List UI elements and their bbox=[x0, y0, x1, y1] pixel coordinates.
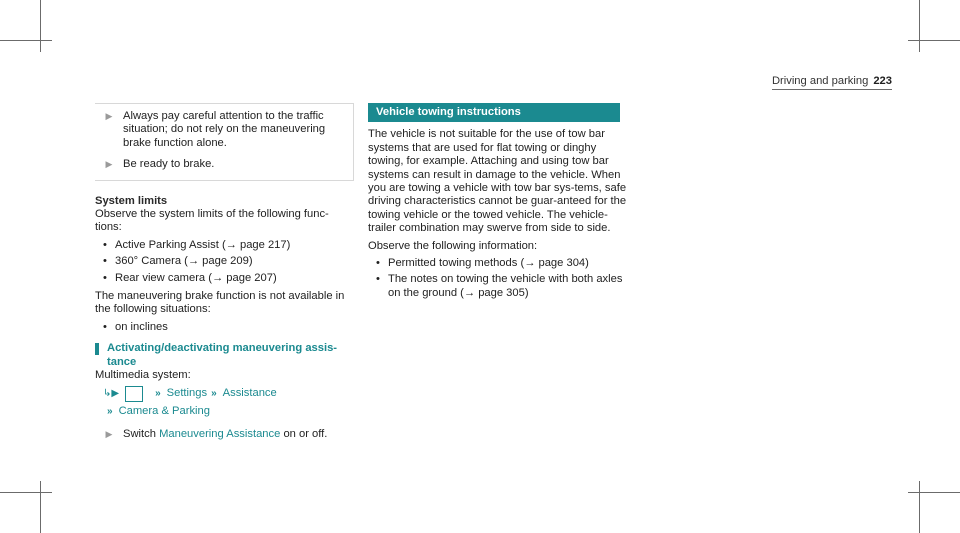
step-prefix: Switch bbox=[123, 427, 156, 440]
maneuvering-assistance-option[interactable]: Maneuvering Assistance bbox=[159, 427, 281, 440]
page-reference[interactable]: page 207) bbox=[226, 271, 277, 284]
system-limits-title: System limits bbox=[95, 194, 168, 207]
list-item bbox=[95, 255, 353, 268]
towing-section-title: Vehicle towing instructions bbox=[368, 103, 620, 122]
arrow-icon: → bbox=[524, 257, 536, 270]
section-name: Driving and parking bbox=[771, 75, 869, 87]
crop-mark bbox=[908, 492, 960, 493]
triangle-icon: ▶ bbox=[105, 428, 113, 439]
crop-mark bbox=[919, 0, 920, 52]
chevron-icon: » bbox=[155, 387, 161, 399]
bullet-icon: • bbox=[103, 255, 107, 268]
header-underline bbox=[772, 89, 892, 90]
instruction bbox=[95, 110, 345, 150]
item-text: Active Parking Assist ( bbox=[115, 238, 226, 251]
home-icon[interactable] bbox=[125, 386, 143, 402]
instruction bbox=[95, 158, 345, 171]
arrow-icon: → bbox=[187, 255, 200, 268]
arrow-icon: → bbox=[225, 238, 237, 251]
bullet-icon: • bbox=[103, 238, 107, 251]
situations-list bbox=[95, 321, 353, 334]
availability-note: The maneuvering brake function is not available in the following situations: bbox=[95, 290, 345, 316]
arrow-icon: → bbox=[211, 271, 224, 284]
list-item bbox=[368, 257, 630, 270]
left-column bbox=[95, 103, 353, 449]
arrow-icon: → bbox=[463, 286, 476, 299]
list-item bbox=[368, 273, 630, 300]
crop-mark bbox=[908, 40, 960, 41]
menu-path bbox=[95, 386, 353, 402]
triangle-icon: ▶ bbox=[105, 111, 113, 121]
towing-intro: Observe the following information: bbox=[368, 239, 538, 252]
bullet-icon: • bbox=[103, 271, 107, 284]
menu-path-continued bbox=[95, 405, 353, 418]
page-reference[interactable]: page 305) bbox=[478, 286, 529, 299]
menu-camera-parking[interactable]: Camera & Parking bbox=[118, 404, 210, 417]
page-number: 223 bbox=[873, 75, 892, 87]
instruction-text: Be ready to brake. bbox=[123, 158, 215, 171]
running-header bbox=[772, 75, 892, 88]
right-column bbox=[368, 103, 630, 305]
triangle-icon: ▶ bbox=[105, 159, 113, 170]
list-item bbox=[95, 272, 353, 285]
list-item bbox=[95, 321, 353, 334]
item-text: Permitted towing methods ( bbox=[388, 257, 525, 270]
item-text: Rear view camera ( bbox=[115, 271, 212, 284]
step-suffix: on or off. bbox=[283, 427, 328, 440]
crop-mark bbox=[40, 0, 41, 52]
path-start-icon: ↳▶ bbox=[103, 387, 120, 399]
bullet-icon: • bbox=[376, 257, 380, 270]
menu-settings[interactable]: Settings bbox=[166, 386, 208, 399]
page-reference[interactable]: page 304) bbox=[538, 257, 589, 270]
menu-assistance[interactable]: Assistance bbox=[222, 386, 277, 399]
item-text: on inclines bbox=[115, 320, 168, 333]
list-item bbox=[95, 239, 353, 252]
notice-box bbox=[95, 103, 354, 181]
chevron-icon: » bbox=[107, 405, 113, 417]
item-text: The notes on towing the vehicle with both axles on the ground ( bbox=[388, 273, 623, 299]
limits-list bbox=[95, 239, 353, 285]
crop-mark bbox=[40, 481, 41, 533]
system-label: Multimedia system: bbox=[95, 369, 191, 382]
towing-list bbox=[368, 257, 630, 300]
bullet-icon: • bbox=[103, 320, 107, 333]
bullet-icon: • bbox=[376, 273, 380, 286]
page-reference[interactable]: page 209) bbox=[202, 255, 253, 268]
heading-marker bbox=[95, 343, 99, 355]
crop-mark bbox=[919, 481, 920, 533]
activation-heading bbox=[95, 342, 353, 369]
activation-title: Activating/deactivating maneuvering assis-tance bbox=[107, 342, 338, 368]
system-limits-intro: Observe the system limits of the following func-tions: bbox=[95, 208, 329, 234]
item-text: 360° Camera ( bbox=[115, 255, 188, 268]
crop-mark bbox=[0, 40, 52, 41]
instruction bbox=[95, 428, 353, 441]
instruction-text: Always pay careful attention to the traffic situation; do not rely on the maneuvering brake function alone. bbox=[123, 110, 326, 149]
page-reference[interactable]: page 217) bbox=[239, 238, 291, 251]
chevron-icon: » bbox=[211, 387, 217, 399]
towing-body: The vehicle is not suitable for the use of tow bar systems that are used for flat towing or dinghy towing, for example. Attaching and using tow bar systems can result in damage to the vehicle. When you are towing a vehicle with tow bar sys-tems, safe driving characteristics cannot be guar-anteed for the towing vehicle or the towed vehicle. The vehicle-trailer combination may swerve from side to side. bbox=[368, 128, 627, 235]
crop-mark bbox=[0, 492, 52, 493]
